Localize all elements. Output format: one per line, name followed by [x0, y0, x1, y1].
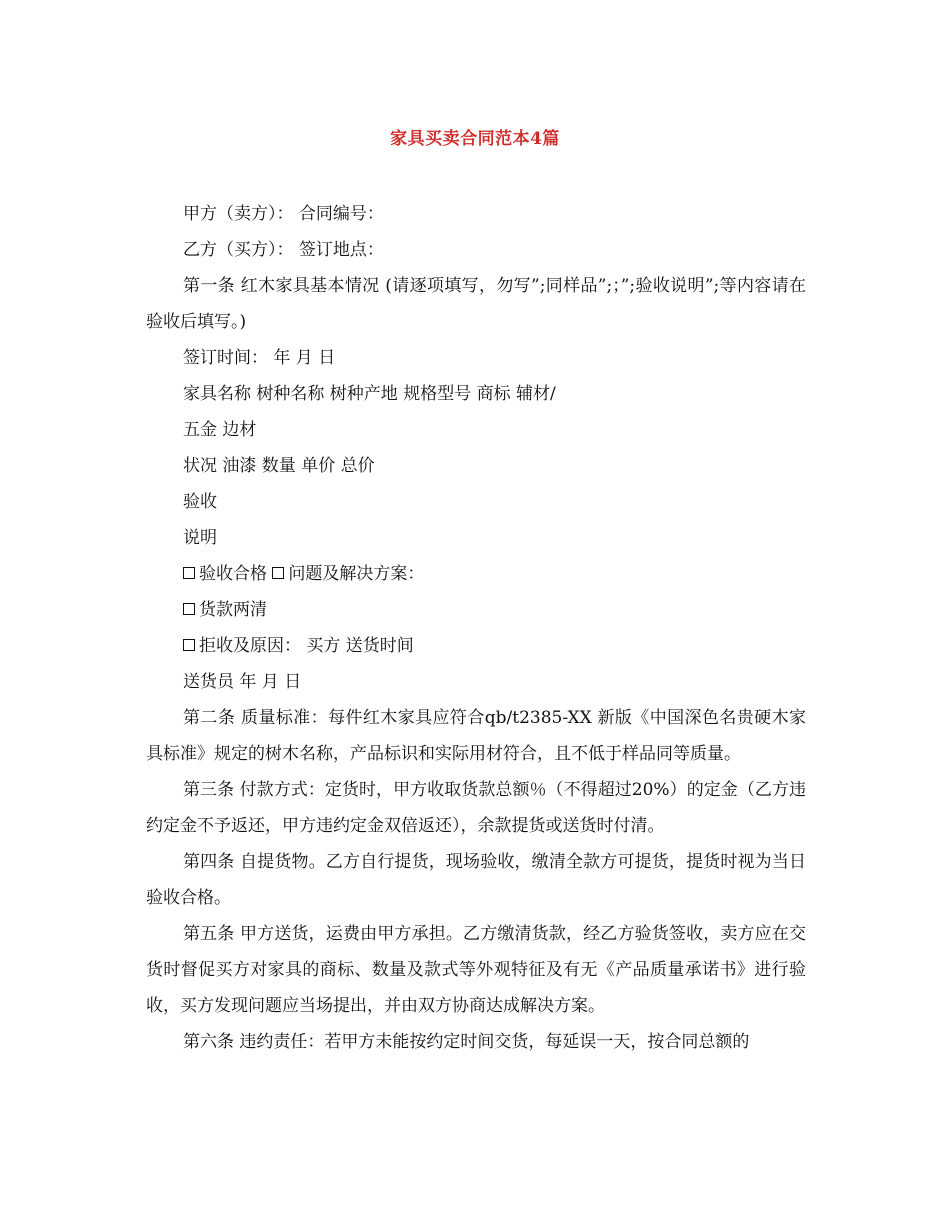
article-2: 第二条 质量标准：每件红木家具应符合qb/t2385-XX 新版《中国深色名贵硬木家具标准》规定的树木名称，产品标识和实际用材符合，且不低于样品同等质量。: [146, 708, 806, 764]
signing-date-line: 签订时间： 年 月 日: [183, 348, 336, 368]
article-3: 第三条 付款方式：定货时，甲方收取货款总额％（不得超过20%）的定金（乙方违约定金不予返还，甲方违约定金双倍返还），余款提货或送货时付清。: [146, 780, 806, 836]
document-body: [146, 196, 806, 1060]
article-4: 第四条 自提货物。乙方自行提货，现场验收，缴清全款方可提货，提货时视为当日验收合格。: [146, 852, 806, 908]
party-b-line: 乙方（买方）： 签订地点：: [183, 240, 384, 260]
table-header-line-3: 状况 油漆 数量 单价 总价: [183, 456, 375, 476]
checkbox-payment-cleared[interactable]: [183, 603, 195, 615]
party-a-line: 甲方（卖方）： 合同编号：: [183, 204, 384, 224]
article-5: 第五条 甲方送货，运费由甲方承担。乙方缴清货款，经乙方验货签收，卖方应在交货时督促买方对家具的商标、数量及款式等外观特征及有无《产品质量承诺书》进行验收，买方发现问题应当场提出，并由双方协商达成解决方案。: [146, 924, 806, 1016]
checkbox-reject[interactable]: [183, 639, 195, 651]
checkbox-line-payment: [146, 592, 806, 628]
table-header-line-4: 验收: [183, 492, 217, 512]
checkbox-label-payment-cleared: 货款两清: [199, 600, 267, 620]
table-header-line-2: 五金 边材: [183, 420, 257, 440]
checkbox-inspection-pass[interactable]: [183, 567, 195, 579]
checkbox-label-reject: 拒收及原因： 买方 送货时间: [199, 636, 414, 656]
checkbox-problem[interactable]: [272, 567, 284, 579]
article-1-heading: 第一条 红木家具基本情况 (请逐项填写，勿写”;同样品”;；”;验收说明”;等内容请在验收后填写。): [146, 276, 806, 332]
table-header-line-1: 家具名称 树种名称 树种产地 规格型号 商标 辅材/: [183, 384, 556, 404]
checkbox-line-inspection: [146, 556, 806, 592]
document-title: 家具买卖合同范本4篇: [390, 129, 560, 149]
checkbox-label-problem: 问题及解决方案：: [288, 564, 425, 584]
delivery-person-line: 送货员 年 月 日: [183, 672, 302, 692]
table-header-line-5: 说明: [183, 528, 217, 548]
article-6: 第六条 违约责任：若甲方未能按约定时间交货，每延误一天，按合同总额的: [183, 1032, 750, 1052]
checkbox-line-reject: [146, 628, 806, 664]
checkbox-label-inspection-pass: 验收合格: [199, 564, 267, 584]
